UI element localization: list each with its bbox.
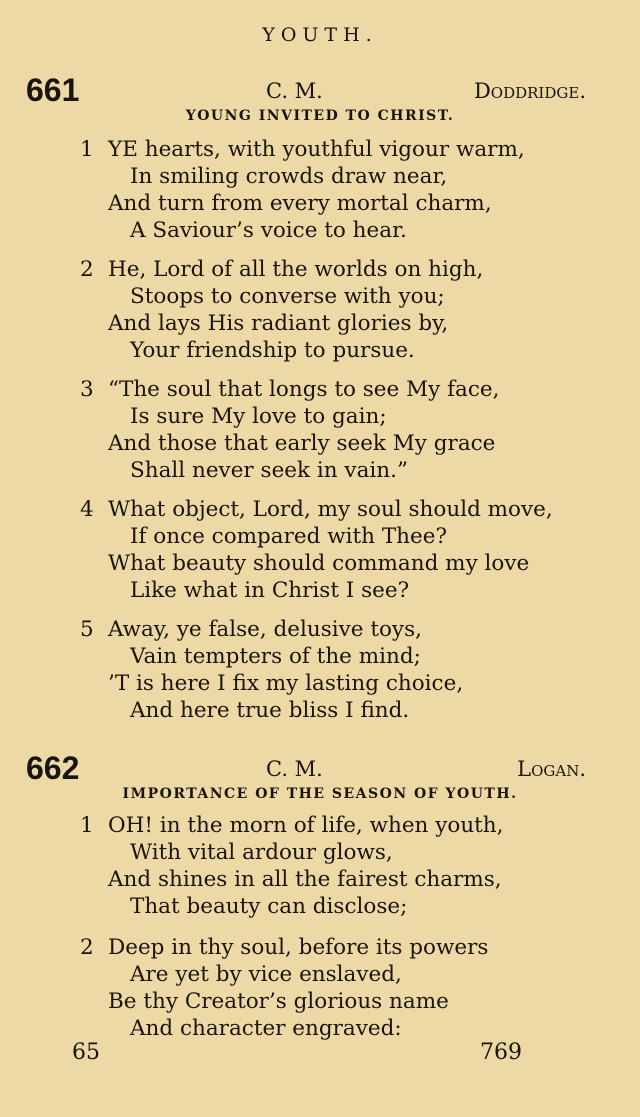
verse-line: And shines in all the fairest charms, <box>108 867 502 892</box>
verse-line: If once compared with Thee? <box>130 524 447 549</box>
stanza <box>76 616 596 724</box>
hymn-author: Logan. <box>517 757 586 781</box>
hymn-author: Doddridge. <box>473 79 586 103</box>
verse-line: What object, Lord, my soul should move, <box>108 497 553 522</box>
stanza <box>76 376 596 484</box>
verse-line: Away, ye false, delusive toys, <box>108 617 422 642</box>
verse-line: And those that early seek My grace <box>108 431 496 456</box>
stanza-number: 2 <box>80 257 94 282</box>
running-head: YOUTH. <box>262 24 378 46</box>
verse-line: OH! in the morn of life, when youth, <box>108 813 504 838</box>
verse-line: ’T is here I fix my lasting choice, <box>108 671 464 696</box>
signature-mark: 65 <box>72 1040 100 1065</box>
hymn-header <box>26 750 586 790</box>
verse-line: With vital ardour glows, <box>130 840 393 865</box>
stanza <box>76 136 596 244</box>
verse-line: In smiling crowds draw near, <box>130 164 448 189</box>
verse-line: What beauty should command my love <box>108 551 530 576</box>
verse-line: A Saviour’s voice to hear. <box>130 218 407 243</box>
stanza-number: 2 <box>80 935 94 960</box>
verse-line: Shall never seek in vain.” <box>130 458 408 483</box>
page-number: 769 <box>480 1040 522 1065</box>
hymn-header <box>26 72 586 112</box>
verse-line: Deep in thy soul, before its powers <box>108 935 489 960</box>
stanza-number: 4 <box>80 497 94 522</box>
verse-line: And lays His radiant glories by, <box>108 311 449 336</box>
verse-line: And turn from every mortal charm, <box>108 191 492 216</box>
stanza-number: 1 <box>80 137 94 162</box>
hymn-meter: C. M. <box>266 757 323 781</box>
verse-line: That beauty can disclose; <box>130 894 408 919</box>
verse-line: Are yet by vice enslaved, <box>130 962 402 987</box>
verse-line: Your friendship to pursue. <box>130 338 415 363</box>
hymn-subtitle: YOUNG INVITED TO CHRIST. <box>185 108 455 124</box>
verse-line: Is sure My love to gain; <box>130 404 387 429</box>
stanza-number: 1 <box>80 813 94 838</box>
verse-line: And here true bliss I find. <box>130 698 410 723</box>
hymn-subtitle: IMPORTANCE OF THE SEASON OF YOUTH. <box>122 786 518 802</box>
verse-line: And character engraved: <box>130 1016 402 1041</box>
hymn-number: 661 <box>26 72 80 108</box>
hymn-meter: C. M. <box>266 79 323 103</box>
stanza-number: 3 <box>80 377 94 402</box>
verse-line: YE hearts, with youthful vigour warm, <box>108 137 525 162</box>
verse-line: Be thy Creator’s glorious name <box>108 989 449 1014</box>
stanza <box>76 812 596 920</box>
stanza <box>76 934 596 1042</box>
stanza-number: 5 <box>80 617 94 642</box>
verse-line: Vain tempters of the mind; <box>130 644 421 669</box>
verse-line: Stoops to converse with you; <box>130 284 445 309</box>
verse-line: “The soul that longs to see My face, <box>108 377 500 402</box>
stanza <box>76 496 596 604</box>
stanza <box>76 256 596 364</box>
verse-line: Like what in Christ I see? <box>130 578 410 603</box>
hymn-number: 662 <box>26 750 80 786</box>
verse-line: He, Lord of all the worlds on high, <box>108 257 484 282</box>
